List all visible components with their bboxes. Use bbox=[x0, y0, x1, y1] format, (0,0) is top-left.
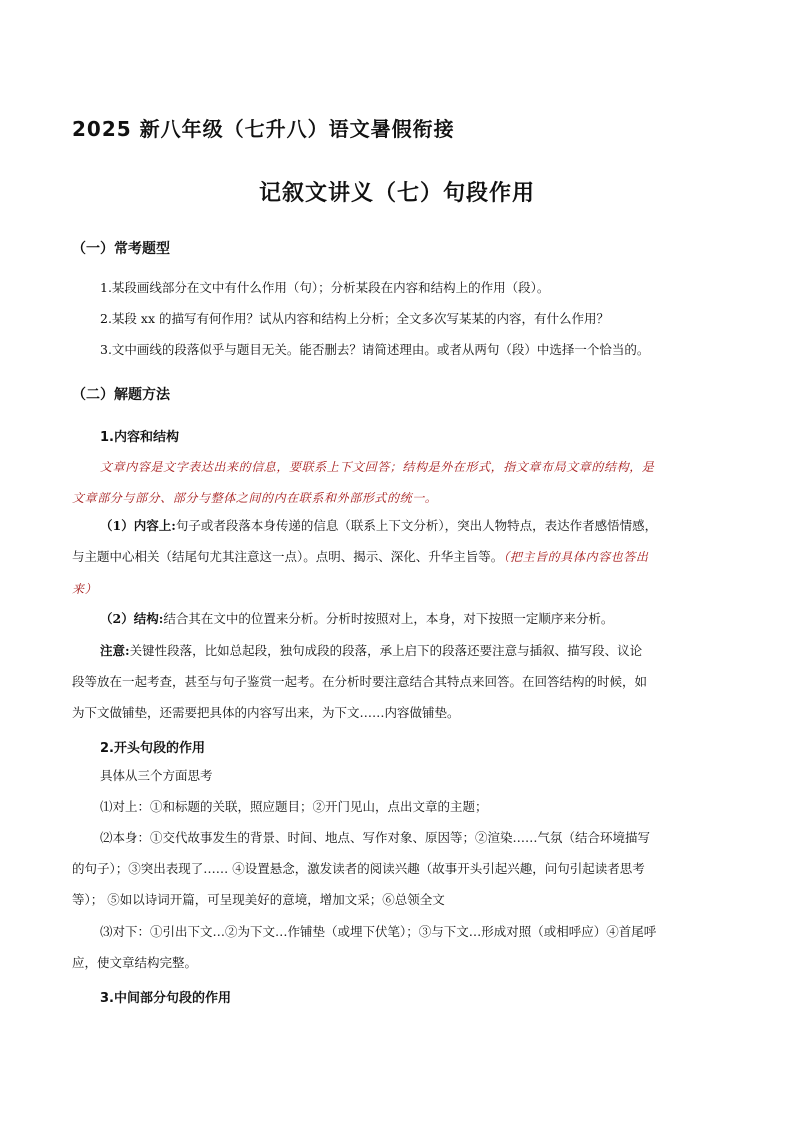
definition-note: 文章部分与部分、部分与整体之间的内在联系和外部形式的统一。 bbox=[72, 491, 438, 505]
content-note: （把主旨的具体内容也答出 bbox=[503, 550, 649, 564]
content-text: 与主题中心相关（结尾句尤其注意这一点）。点明、揭示、深化、升华主旨等。 bbox=[72, 549, 504, 564]
definition-note: 文章内容是文字表达出来的信息，要联系上下文回答；结构是外在形式，指文章布局文章的结构，是 bbox=[100, 460, 655, 474]
opening-point-self: ⑵本身：①交代故事发生的背景、时间、地点、写作对象、原因等；②渲染……气氛（结合环境描写 bbox=[100, 830, 651, 845]
content-label: （1）内容上: bbox=[100, 518, 176, 533]
opening-point-below-cont: 应，使文章结构完整。 bbox=[72, 955, 198, 970]
subheading-content-structure: 1.内容和结构 bbox=[100, 430, 179, 445]
content-paragraph bbox=[100, 518, 657, 534]
subheading-opening: 2.开头句段的作用 bbox=[100, 741, 205, 756]
lecture-title: 记叙文讲义（七）句段作用 bbox=[258, 181, 535, 206]
opening-point-below: ⑶对下：①引出下文…②为下文…作铺垫（或埋下伏笔）；③与下文…形成对照（或相呼应）④首尾呼 bbox=[100, 924, 657, 939]
attention-text: 为下文做铺垫，还需要把具体的内容写出来，为下文……内容做铺垫。 bbox=[72, 705, 460, 720]
attention-label: 注意: bbox=[100, 643, 130, 658]
attention-text: 关键性段落，比如总起段，独句成段的段落，承上启下的段落还要注意与插叙、描写段、议论 bbox=[129, 643, 643, 658]
attention-paragraph bbox=[100, 643, 642, 659]
course-title: 2025 新八年级（七升八）语文暑假衔接 bbox=[72, 117, 455, 141]
structure-paragraph bbox=[100, 611, 613, 627]
content-paragraph-cont bbox=[72, 549, 648, 565]
opening-point-self-cont: 等）； ⑤如以诗词开篇，可呈现美好的意境，增加文采；⑥总领全文 bbox=[72, 892, 445, 907]
opening-intro: 具体从三个方面思考 bbox=[100, 768, 213, 783]
list-item: 3.文中画线的段落似乎与题目无关。能否删去？请简述理由。或者从两句（段）中选择一个恰当的。 bbox=[100, 342, 650, 357]
content-note: 来） bbox=[72, 582, 98, 596]
opening-point-above: ⑴对上：①和标题的关联，照应题目；②开门见山，点出文章的主题； bbox=[100, 799, 488, 814]
list-item: 1.某段画线部分在文中有什么作用（句）；分析某段在内容和结构上的作用（段）。 bbox=[100, 280, 550, 295]
section-heading-methods: （二）解题方法 bbox=[72, 387, 170, 403]
opening-point-self-cont: 的句子）；③突出表现了…… ④设置悬念，激发读者的阅读兴趣（故事开头引起兴趣，问句引起读者思考 bbox=[72, 861, 645, 876]
attention-text: 段等放在一起考查，甚至与句子鉴赏一起考。在分析时要注意结合其特点来回答。在回答结构的时候，如 bbox=[72, 674, 648, 689]
list-item: 2.某段 xx 的描写有何作用？试从内容和结构上分析；全文多次写某某的内容，有什么作用？ bbox=[100, 311, 609, 326]
section-heading-question-types: （一）常考题型 bbox=[72, 241, 170, 257]
structure-label: （2）结构: bbox=[100, 611, 164, 626]
subheading-middle: 3.中间部分句段的作用 bbox=[100, 991, 231, 1006]
content-text: 句子或者段落本身传递的信息（联系上下文分析），突出人物特点，表达作者感悟情感， bbox=[175, 518, 658, 533]
structure-text: 结合其在文中的位置来分析。分析时按照对上，本身，对下按照一定顺序来分析。 bbox=[163, 611, 614, 626]
